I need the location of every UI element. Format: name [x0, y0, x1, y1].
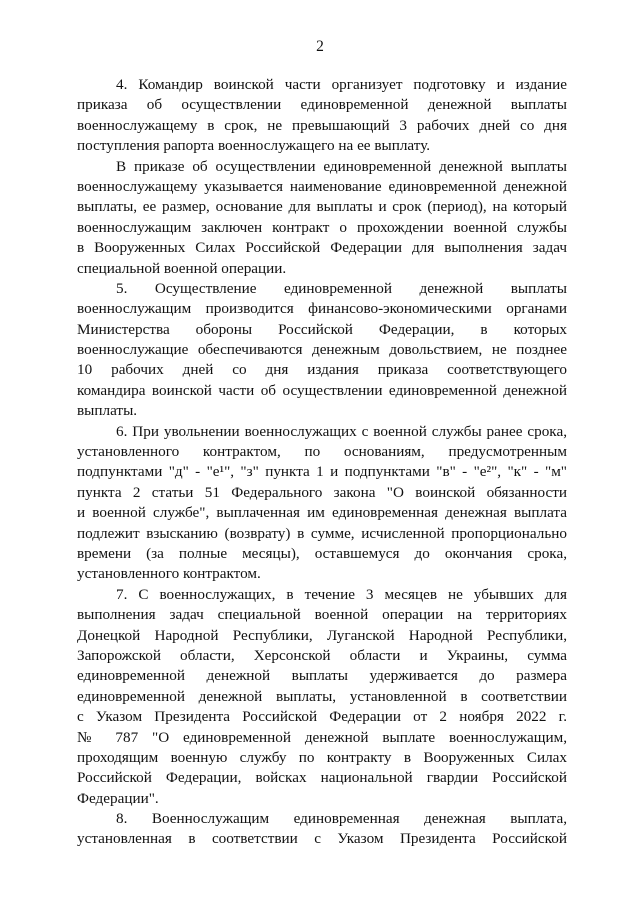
paragraph-6-line: подпунктами "д" - "е¹", "з" пункта 1 и подпунктами "в" - "е²", "к" - "м" — [77, 463, 567, 481]
paragraph-5-line: военнослужащие обеспечиваются денежным довольствием, не позднее — [77, 341, 567, 359]
order-contents-line: военнослужащим заключен контракт о прохождении военной службы — [77, 218, 567, 236]
paragraph-4-line: поступления рапорта военнослужащего на ее выплату. — [77, 137, 431, 155]
paragraph-7-line: проходящим военную службу по контракту в Вооруженных Силах — [77, 748, 567, 766]
paragraph-6-line: времени (за полные месяцы), оставшемуся до окончания срока, — [77, 544, 567, 562]
paragraph-7-line: выполнения задач специальной военной операции на территориях — [77, 606, 567, 624]
paragraph-8-line: установленная в соответствии с Указом Президента Российской — [77, 830, 567, 848]
paragraph-6-line: 6. При увольнении военнослужащих с военной службы ранее срока, — [116, 422, 567, 440]
paragraph-7-line: Российской Федерации, войсках национальной гвардии Российской — [77, 769, 567, 787]
paragraph-7-line: единовременной денежной выплаты удерживается до размера — [77, 667, 567, 685]
order-contents-line: В приказе об осуществлении единовременной денежной выплаты — [116, 157, 567, 175]
paragraph-8-line: 8. Военнослужащим единовременная денежная выплата, — [116, 810, 567, 828]
paragraph-6-line: и военной службе", выплаченная им единовременная денежная выплата — [77, 504, 567, 522]
order-contents-line: военнослужащему указывается наименование единовременной денежной — [77, 177, 567, 195]
paragraph-7-line: единовременной денежной выплаты, установленной в соответствии — [77, 687, 567, 705]
order-contents-line: выплаты, ее размер, основание для выплаты и срок (период), на который — [77, 198, 567, 216]
paragraph-7-line: Донецкой Народной Республики, Луганской Народной Республики, — [77, 626, 567, 644]
paragraph-5-line: 5. Осуществление единовременной денежной выплаты — [116, 279, 567, 297]
paragraph-4-line: приказа об осуществлении единовременной денежной выплаты — [77, 96, 567, 114]
paragraph-6-line: подлежит взысканию (возврату) в сумме, исчисленной пропорционально — [77, 524, 567, 542]
paragraph-5-line: Министерства обороны Российской Федерации, в которых — [77, 320, 567, 338]
order-contents-line: специальной военной операции. — [77, 259, 287, 277]
order-contents-line: в Вооруженных Силах Российской Федерации для выполнения задач — [77, 239, 567, 257]
paragraph-7-line: Запорожской области, Херсонской области и Украины, сумма — [77, 646, 567, 664]
paragraph-6-line: установленного контрактом, по основаниям, предусмотренным — [77, 443, 567, 461]
paragraph-5-line: командира воинской части об осуществлении единовременной денежной — [77, 381, 567, 399]
paragraph-7-line: Федерации". — [77, 789, 159, 807]
paragraph-6-line: пункта 2 статьи 51 Федерального закона "О воинской обязанности — [77, 483, 567, 501]
document-body — [77, 75, 567, 850]
paragraph-7-line: 7. С военнослужащих, в течение 3 месяцев не убывших для — [116, 585, 567, 603]
paragraph-7-line: № 787 "О единовременной денежной выплате военнослужащим, — [77, 728, 567, 746]
paragraph-5-line: военнослужащим производится финансово-экономическими органами — [77, 300, 567, 318]
page-number: 2 — [316, 38, 324, 55]
paragraph-7-line: с Указом Президента Российской Федерации от 2 ноября 2022 г. — [77, 708, 567, 726]
paragraph-5-line: выплаты. — [77, 402, 138, 420]
paragraph-4-line: военнослужащему в срок, не превышающий 3 рабочих дней со дня — [77, 116, 567, 134]
paragraph-5-line: 10 рабочих дней со дня издания приказа соответствующего — [77, 361, 567, 379]
paragraph-4-line: 4. Командир воинской части организует подготовку и издание — [116, 76, 567, 93]
paragraph-6-line: установленного контрактом. — [77, 565, 261, 583]
